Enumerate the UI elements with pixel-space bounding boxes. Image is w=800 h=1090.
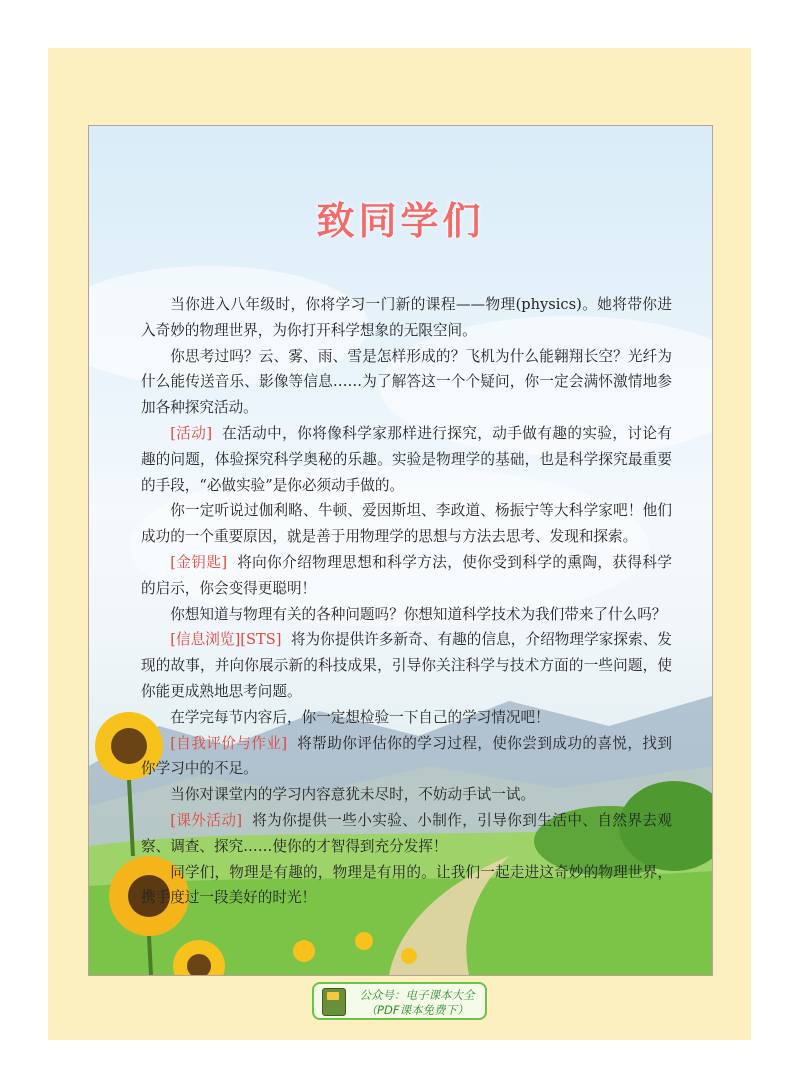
- paragraph: [141, 602, 672, 628]
- paragraph-text: 将帮助你评估你的学习过程，使你尝到成功的喜悦，找到你学习中的不足。: [141, 734, 672, 778]
- paragraph: [141, 292, 672, 344]
- paragraph: [141, 782, 672, 808]
- paragraph-text: 你想知道与物理有关的各种问题吗？你想知道科学技术为我们带来了什么吗？: [170, 605, 667, 623]
- publisher-badge: [312, 982, 487, 1020]
- paragraph: [141, 498, 672, 550]
- paragraph: [141, 705, 672, 731]
- book-icon: [322, 988, 346, 1016]
- section-tag: [信息浏览][STS]: [170, 631, 282, 649]
- section-tag: [活动]: [170, 424, 213, 442]
- paragraph: [141, 731, 672, 783]
- letter-page: [88, 125, 713, 976]
- paragraph: [141, 627, 672, 704]
- badge-line-2: （PDF课本免费下）: [365, 1003, 469, 1017]
- paragraph: [141, 860, 672, 912]
- paragraph: [141, 550, 672, 602]
- paragraph: [141, 344, 672, 421]
- page-title: 致同学们: [316, 199, 485, 243]
- paragraph-text: 将向你介绍物理思想和科学方法，使你受到科学的熏陶，获得科学的启示，你会变得更聪明！: [141, 553, 672, 597]
- section-tag: [金钥匙]: [170, 553, 228, 571]
- paragraph-text: 同学们，物理是有趣的，物理是有用的。让我们一起走进这奇妙的物理世界，携手度过一段美好的时光！: [141, 863, 672, 907]
- letter-body: [141, 292, 672, 911]
- paragraph: [141, 808, 672, 860]
- paragraph-text: 在学完每节内容后，你一定想检验一下自己的学习情况吧！: [170, 708, 550, 726]
- section-tag: [课外活动]: [170, 811, 243, 829]
- section-tag: [自我评价与作业]: [170, 734, 288, 752]
- paragraph-text: 你一定听说过伽利略、牛顿、爱因斯坦、李政道、杨振宁等大科学家吧！他们成功的一个重要原因，就是善于用物理学的思想与方法去思考、发现和探索。: [141, 502, 672, 546]
- badge-line-1: 公众号：电子课本大全: [359, 988, 475, 1002]
- paragraph-text: 当你进入八年级时，你将学习一门新的课程——物理(physics)。她将带你进入奇妙的物理世界，为你打开科学想象的无限空间。: [141, 296, 672, 339]
- paragraph-text: 在活动中，你将像科学家那样进行探究，动手做有趣的实验，讨论有趣的问题，体验探究科学奥秘的乐趣。实验是物理学的基础，也是科学探究最重要的手段，“必做实验”是你必须动手做的。: [141, 424, 672, 494]
- paragraph-text: 将为你提供许多新奇、有趣的信息，介绍物理学家探索、发现的故事，并向你展示新的科技成果，引导你关注科学与技术方面的一些问题，使你能更成熟地思考问题。: [141, 631, 672, 700]
- paragraph: [141, 421, 672, 498]
- paragraph-text: 当你对课堂内的学习内容意犹未尽时，不妨动手试一试。: [170, 786, 536, 804]
- paragraph-text: 你思考过吗？云、雾、雨、雪是怎样形成的？飞机为什么能翱翔长空？光纤为什么能传送音乐、影像等信息……为了解答这一个个疑问，你一定会满怀激情地参加各种探究活动。: [141, 347, 672, 417]
- paragraph-text: 将为你提供一些小实验、小制作，引导你到生活中、自然界去观察、调查、探究……使你的才智得到充分发挥！: [141, 811, 672, 855]
